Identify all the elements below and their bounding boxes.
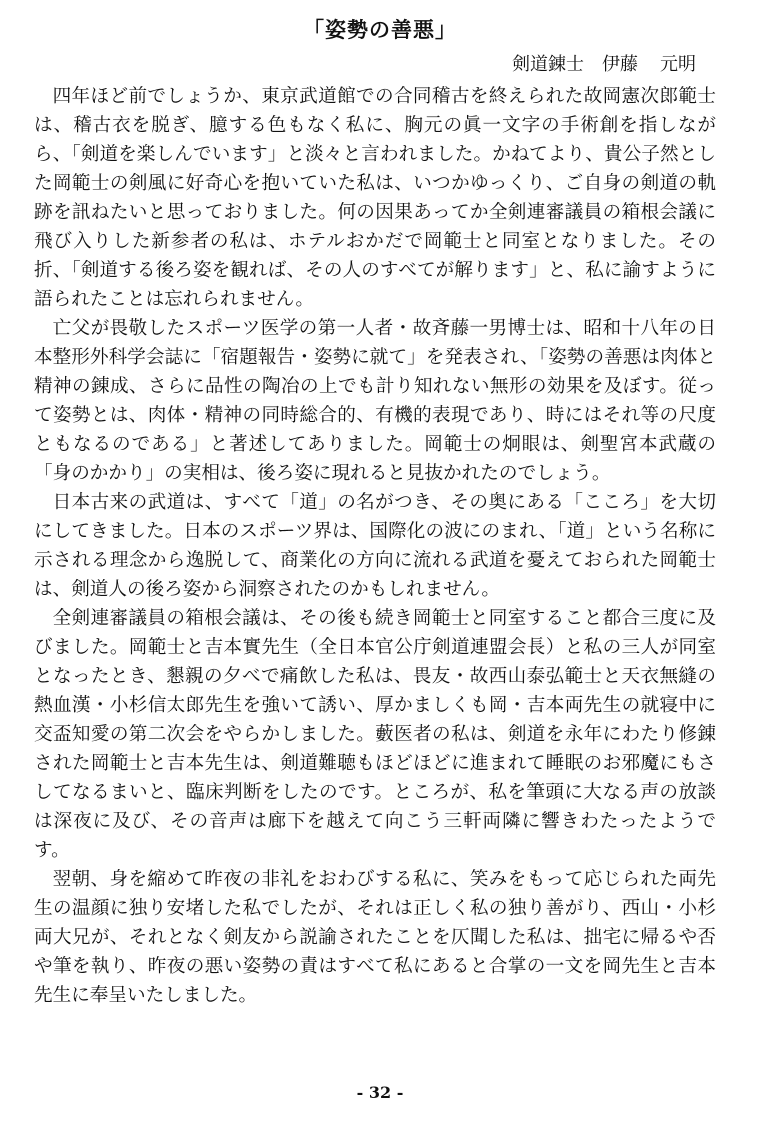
paragraph: 全剣連審議員の箱根会議は、その後も続き岡範士と同室すること都合三度に及びました。岡範士と吉本實先生（全日本官公庁剣道連盟会長）と私の三人が同室となったとき、懇親の夕べで痛飲した私は、畏友・故西山泰弘範士と天衣無縫の熱血漢・小杉信太郎先生を強いて誘い、厚かましくも岡・吉本両先生の就寝中に交盃知愛の第二次会をやらかしました。藪医者の私は、剣道を永年にわたり修錬された岡範士と吉本先生は、剣道難聴もほどほどに進まれて睡眠のお邪魔にもさしてなるまいと、臨床判断をしたのです。ところが、私を筆頭に大なる声の放談は深夜に及び、その音声は廊下を越えて向こう三軒両隣に響きわたったようです。	[34, 608, 716, 861]
article-title: 「姿勢の善悪」	[303, 18, 457, 42]
paragraph: 四年ほど前でしょうか、東京武道館での合同稽古を終えられた故岡憲次郎範士は、稽古衣を脱ぎ、臆する色もなく私に、胸元の眞一文字の手術創を指しながら、「剣道を楽しんでいます」と淡々と言われました。かねてより、貴公子然とした岡範士の剣風に好奇心を抱いていた私は、いつかゆっくり、ご自身の剣道の軌跡を訊ねたいと思っておりました。何の因果あってか全剣連審議員の箱根会議に飛び入りした新参者の私は、ホテルおかだで岡範士と同室となりました。その折、「剣道する後ろ姿を観れば、その人のすべてが解ります」と、私に諭すように語られたことは忘れられません。	[34, 86, 716, 310]
article-body	[34, 82, 716, 1010]
author-family-name: 伊藤	[602, 54, 638, 75]
author-given-name: 元明	[660, 54, 696, 75]
author-rank: 剣道錬士	[512, 54, 584, 75]
paragraph: 亡父が畏敬したスポーツ医学の第一人者・故斉藤一男博士は、昭和十八年の日本整形外科学会誌に「宿題報告・姿勢に就て」を発表され、「姿勢の善悪は肉体と精神の錬成、さらに品性の陶冶の上でも計り知れない無形の効果を及ぼす。従って姿勢とは、肉体・精神の同時総合的、有機的表現であり、時にはそれ等の尺度ともなるのである」と著述してありました。岡範士の炯眼は、剣聖宮本武蔵の「身のかかり」の実相は、後ろ姿に現れると見抜かれたのでしょう。	[34, 318, 716, 484]
paragraph: 日本古来の武道は、すべて「道」の名がつき、その奥にある「こころ」を大切にしてきました。日本のスポーツ界は、国際化の波にのまれ、「道」という名称に示される理念から逸脱して、商業化の方向に流れる武道を憂えておられた岡範士は、剣道人の後ろ姿から洞察されたのかもしれません。	[34, 492, 716, 600]
author-line	[512, 50, 696, 76]
paragraph: 翌朝、身を縮めて昨夜の非礼をおわびする私に、笑みをもって応じられた両先生の温顔に独り安堵した私でしたが、それは正しく私の独り善がり、西山・小杉両大兄が、それとなく剣友から説諭されたことを仄聞した私は、拙宅に帰るや否や筆を執り、昨夜の悪い姿勢の責はすべて私にあると合掌の一文を岡先生と吉本先生に奉呈いたしました。	[34, 869, 716, 1006]
page-number: - 32 -	[356, 1083, 404, 1102]
